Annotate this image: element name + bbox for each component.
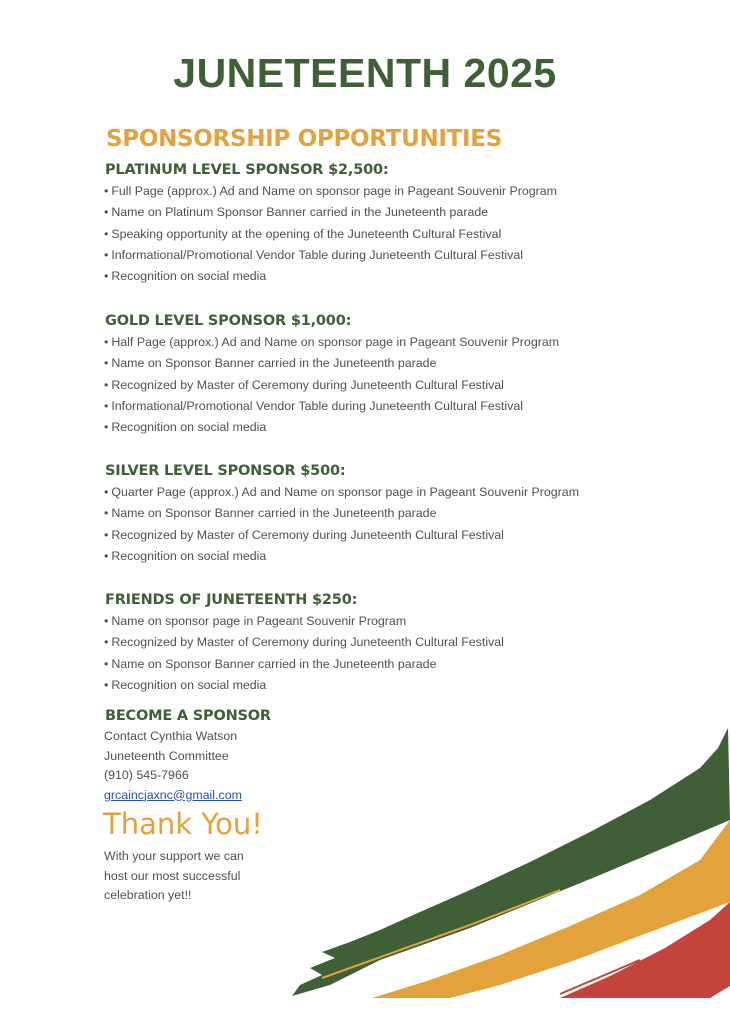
contact-phone: (910) 545-7966 [104, 768, 189, 782]
become-sponsor-heading: BECOME A SPONSOR [105, 708, 271, 724]
platinum-heading: PLATINUM LEVEL SPONSOR $2,500: [105, 162, 389, 178]
list-item: • Recognized by Master of Ceremony during Juneteenth Cultural Festival [104, 375, 559, 396]
contact-name: Contact Cynthia Watson [104, 729, 238, 743]
support-line: celebration yet!! [104, 888, 192, 902]
list-item: • Recognition on social media [104, 266, 557, 287]
list-item: • Informational/Promotional Vendor Table during Juneteenth Cultural Festival [104, 245, 557, 266]
list-item: • Name on Sponsor Banner carried in the Juneteenth parade [104, 353, 559, 374]
silver-heading: SILVER LEVEL SPONSOR $500: [105, 463, 346, 479]
contact-email-link[interactable]: grcaincjaxnc@gmail.com [104, 787, 242, 802]
list-item: • Informational/Promotional Vendor Table during Juneteenth Cultural Festival [104, 396, 559, 417]
list-item: • Recognition on social media [104, 675, 504, 696]
list-item: • Name on Sponsor Banner carried in the Juneteenth parade [104, 503, 579, 524]
list-item: • Quarter Page (approx.) Ad and Name on sponsor page in Pageant Souvenir Program [104, 482, 579, 503]
list-item: • Half Page (approx.) Ad and Name on sponsor page in Pageant Souvenir Program [104, 332, 559, 353]
list-item: • Speaking opportunity at the opening of the Juneteenth Cultural Festival [104, 224, 557, 245]
list-item: • Name on Platinum Sponsor Banner carried in the Juneteenth parade [104, 202, 557, 223]
list-item: • Recognition on social media [104, 546, 579, 567]
support-line: With your support we can [104, 849, 244, 863]
gold-heading: GOLD LEVEL SPONSOR $1,000: [105, 313, 352, 329]
thank-you-heading: Thank You! [103, 807, 263, 841]
friends-heading: FRIENDS OF JUNETEENTH $250: [105, 592, 358, 608]
sponsorship-heading: SPONSORSHIP OPPORTUNITIES [106, 126, 502, 152]
list-item: • Name on sponsor page in Pageant Souvenir Program [104, 611, 504, 632]
list-item: • Name on Sponsor Banner carried in the Juneteenth parade [104, 654, 504, 675]
list-item: • Recognized by Master of Ceremony during Juneteenth Cultural Festival [104, 632, 504, 653]
page-title: JUNETEENTH 2025 [173, 50, 557, 96]
support-line: host our most successful [104, 868, 241, 883]
list-item: • Full Page (approx.) Ad and Name on sponsor page in Pageant Souvenir Program [104, 181, 557, 202]
list-item: • Recognition on social media [104, 417, 559, 438]
contact-org: Juneteenth Committee [104, 748, 229, 763]
list-item: • Recognized by Master of Ceremony during Juneteenth Cultural Festival [104, 525, 579, 546]
